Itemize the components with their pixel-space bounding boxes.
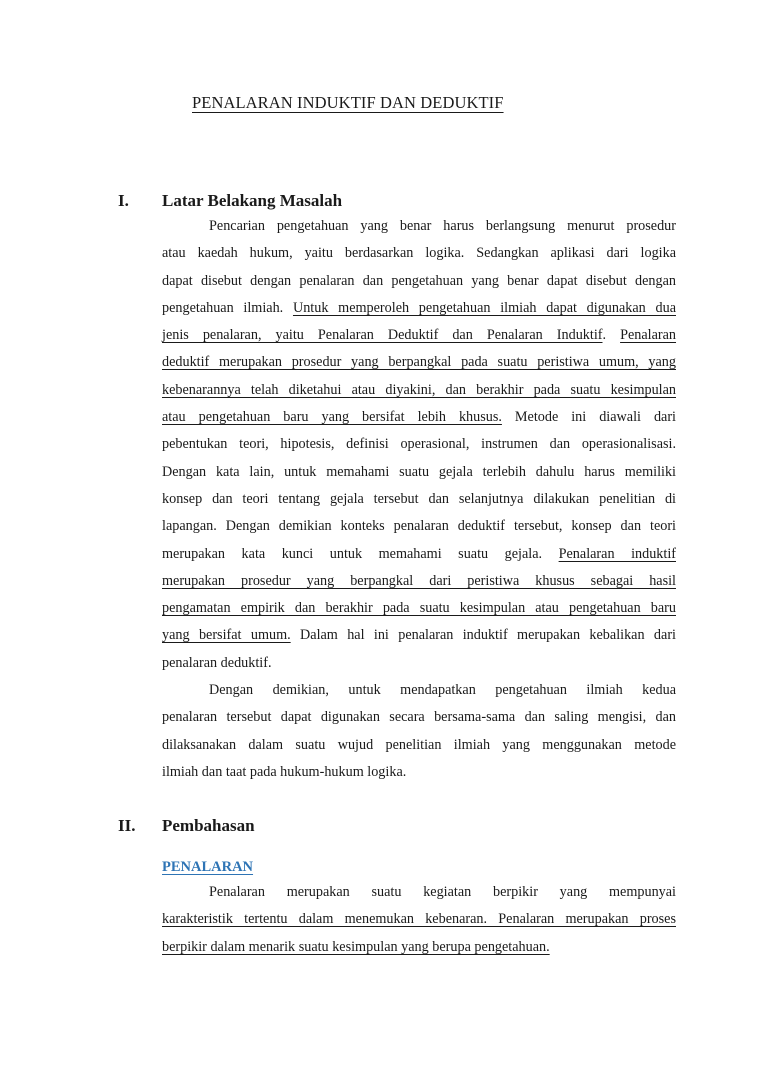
underlined-text: kebenarannya telah diketahui atau diyakini, dan berakhir pada suatu kesimpulan: [162, 381, 676, 398]
paragraph-line: [162, 595, 676, 622]
paragraph-line: [162, 879, 676, 906]
paragraph-line: [162, 322, 676, 349]
section-2-number: II.: [118, 816, 136, 835]
section-1-heading: Latar Belakang Masalah: [162, 191, 343, 210]
underlined-text: berpikir dalam menarik suatu kesimpulan yang berupa pengetahuan.: [162, 938, 550, 955]
text-segment: pengetahuan ilmiah.: [162, 299, 293, 316]
text-segment: konsep dan teori tentang gejala tersebut dan selanjutnya dilakukan penelitian di: [162, 490, 676, 507]
section-2-subheading: PENALARAN: [162, 859, 254, 875]
text-segment: Dengan demikian, untuk mendapatkan pengetahuan ilmiah kedua: [209, 682, 676, 699]
paragraph-line: [162, 759, 676, 786]
text-segment: dilaksanakan dalam suatu wujud penelitian ilmiah yang menggunakan metode: [162, 736, 676, 753]
paragraph-line: [162, 906, 676, 933]
paragraph-line: [162, 213, 676, 240]
document-title: PENALARAN INDUKTIF DAN DEDUKTIF: [192, 93, 504, 112]
text-segment: pebentukan teori, hipotesis, definisi operasional, instrumen dan operasionalisasi.: [162, 436, 676, 453]
paragraph-line: [162, 568, 676, 595]
text-segment: merupakan kata kunci untuk memahami suatu gejala.: [162, 545, 559, 562]
text-segment: penalaran deduktif.: [162, 654, 272, 671]
text-segment: penalaran tersebut dapat digunakan secara bersama-sama dan saling mengisi, dan: [162, 709, 676, 726]
paragraph-line: [162, 934, 676, 961]
paragraph-line: [162, 459, 676, 486]
text-segment: atau kaedah hukum, yaitu berdasarkan logika. Sedangkan aplikasi dari logika: [162, 245, 676, 262]
section-1-body: [162, 213, 676, 786]
underlined-text: Penalaran induktif: [558, 545, 676, 562]
section-1-number: I.: [118, 191, 129, 210]
paragraph-line: [162, 377, 676, 404]
paragraph-line: [162, 541, 676, 568]
paragraph-line: [162, 240, 676, 267]
paragraph-line: [162, 622, 676, 649]
paragraph-line: [162, 295, 676, 322]
text-segment: Pencarian pengetahuan yang benar harus berlangsung menurut prosedur: [209, 218, 676, 234]
text-segment: ilmiah dan taat pada hukum-hukum logika.: [162, 763, 407, 780]
paragraph-line: [162, 268, 676, 295]
underlined-text: Untuk memperoleh pengetahuan ilmiah dapat digunakan dua: [292, 299, 676, 316]
text-segment: Dengan kata lain, untuk memahami suatu gejala terlebih dahulu harus memiliki: [162, 463, 676, 480]
underlined-text: karakteristik tertentu dalam menemukan kebenaran. Penalaran merupakan proses: [162, 911, 676, 928]
text-segment: Dalam hal ini penalaran induktif merupakan kebalikan dari: [290, 627, 676, 644]
paragraph-line: [162, 404, 676, 431]
section-2-heading: Pembahasan: [162, 816, 255, 835]
underlined-text: deduktif merupakan prosedur yang berpangkal pada suatu peristiwa umum, yang: [162, 354, 676, 371]
underlined-text: jenis penalaran, yaitu Penalaran Deduktif dan Penalaran Induktif: [162, 327, 603, 344]
paragraph-line: [162, 732, 676, 759]
paragraph-line: [162, 486, 676, 513]
paragraph-line: [162, 704, 676, 731]
underlined-text: Penalaran: [620, 327, 677, 344]
paragraph-line: [162, 650, 676, 677]
underlined-text: pengamatan empirik dan berakhir pada suatu kesimpulan atau pengetahuan baru: [162, 600, 676, 617]
paragraph-line: [162, 677, 676, 704]
underlined-text: yang bersifat umum.: [162, 627, 291, 644]
section-2-body: [162, 879, 676, 961]
underlined-text: atau pengetahuan baru yang bersifat lebih khusus.: [162, 409, 502, 426]
underlined-text: merupakan prosedur yang berpangkal dari peristiwa khusus sebagai hasil: [162, 572, 676, 589]
paragraph-line: [162, 513, 676, 540]
paragraph-line: [162, 431, 676, 458]
paragraph-line: [162, 349, 676, 376]
text-segment: dapat disebut dengan penalaran dan pengetahuan yang benar dapat disebut dengan: [162, 272, 676, 289]
text-segment: Metode ini diawali dari: [501, 409, 677, 426]
text-segment: Penalaran merupakan suatu kegiatan berpikir yang mempunyai: [209, 884, 676, 900]
text-segment: lapangan. Dengan demikian konteks penalaran deduktif tersebut, konsep dan teori: [162, 518, 676, 535]
text-segment: .: [602, 327, 621, 344]
